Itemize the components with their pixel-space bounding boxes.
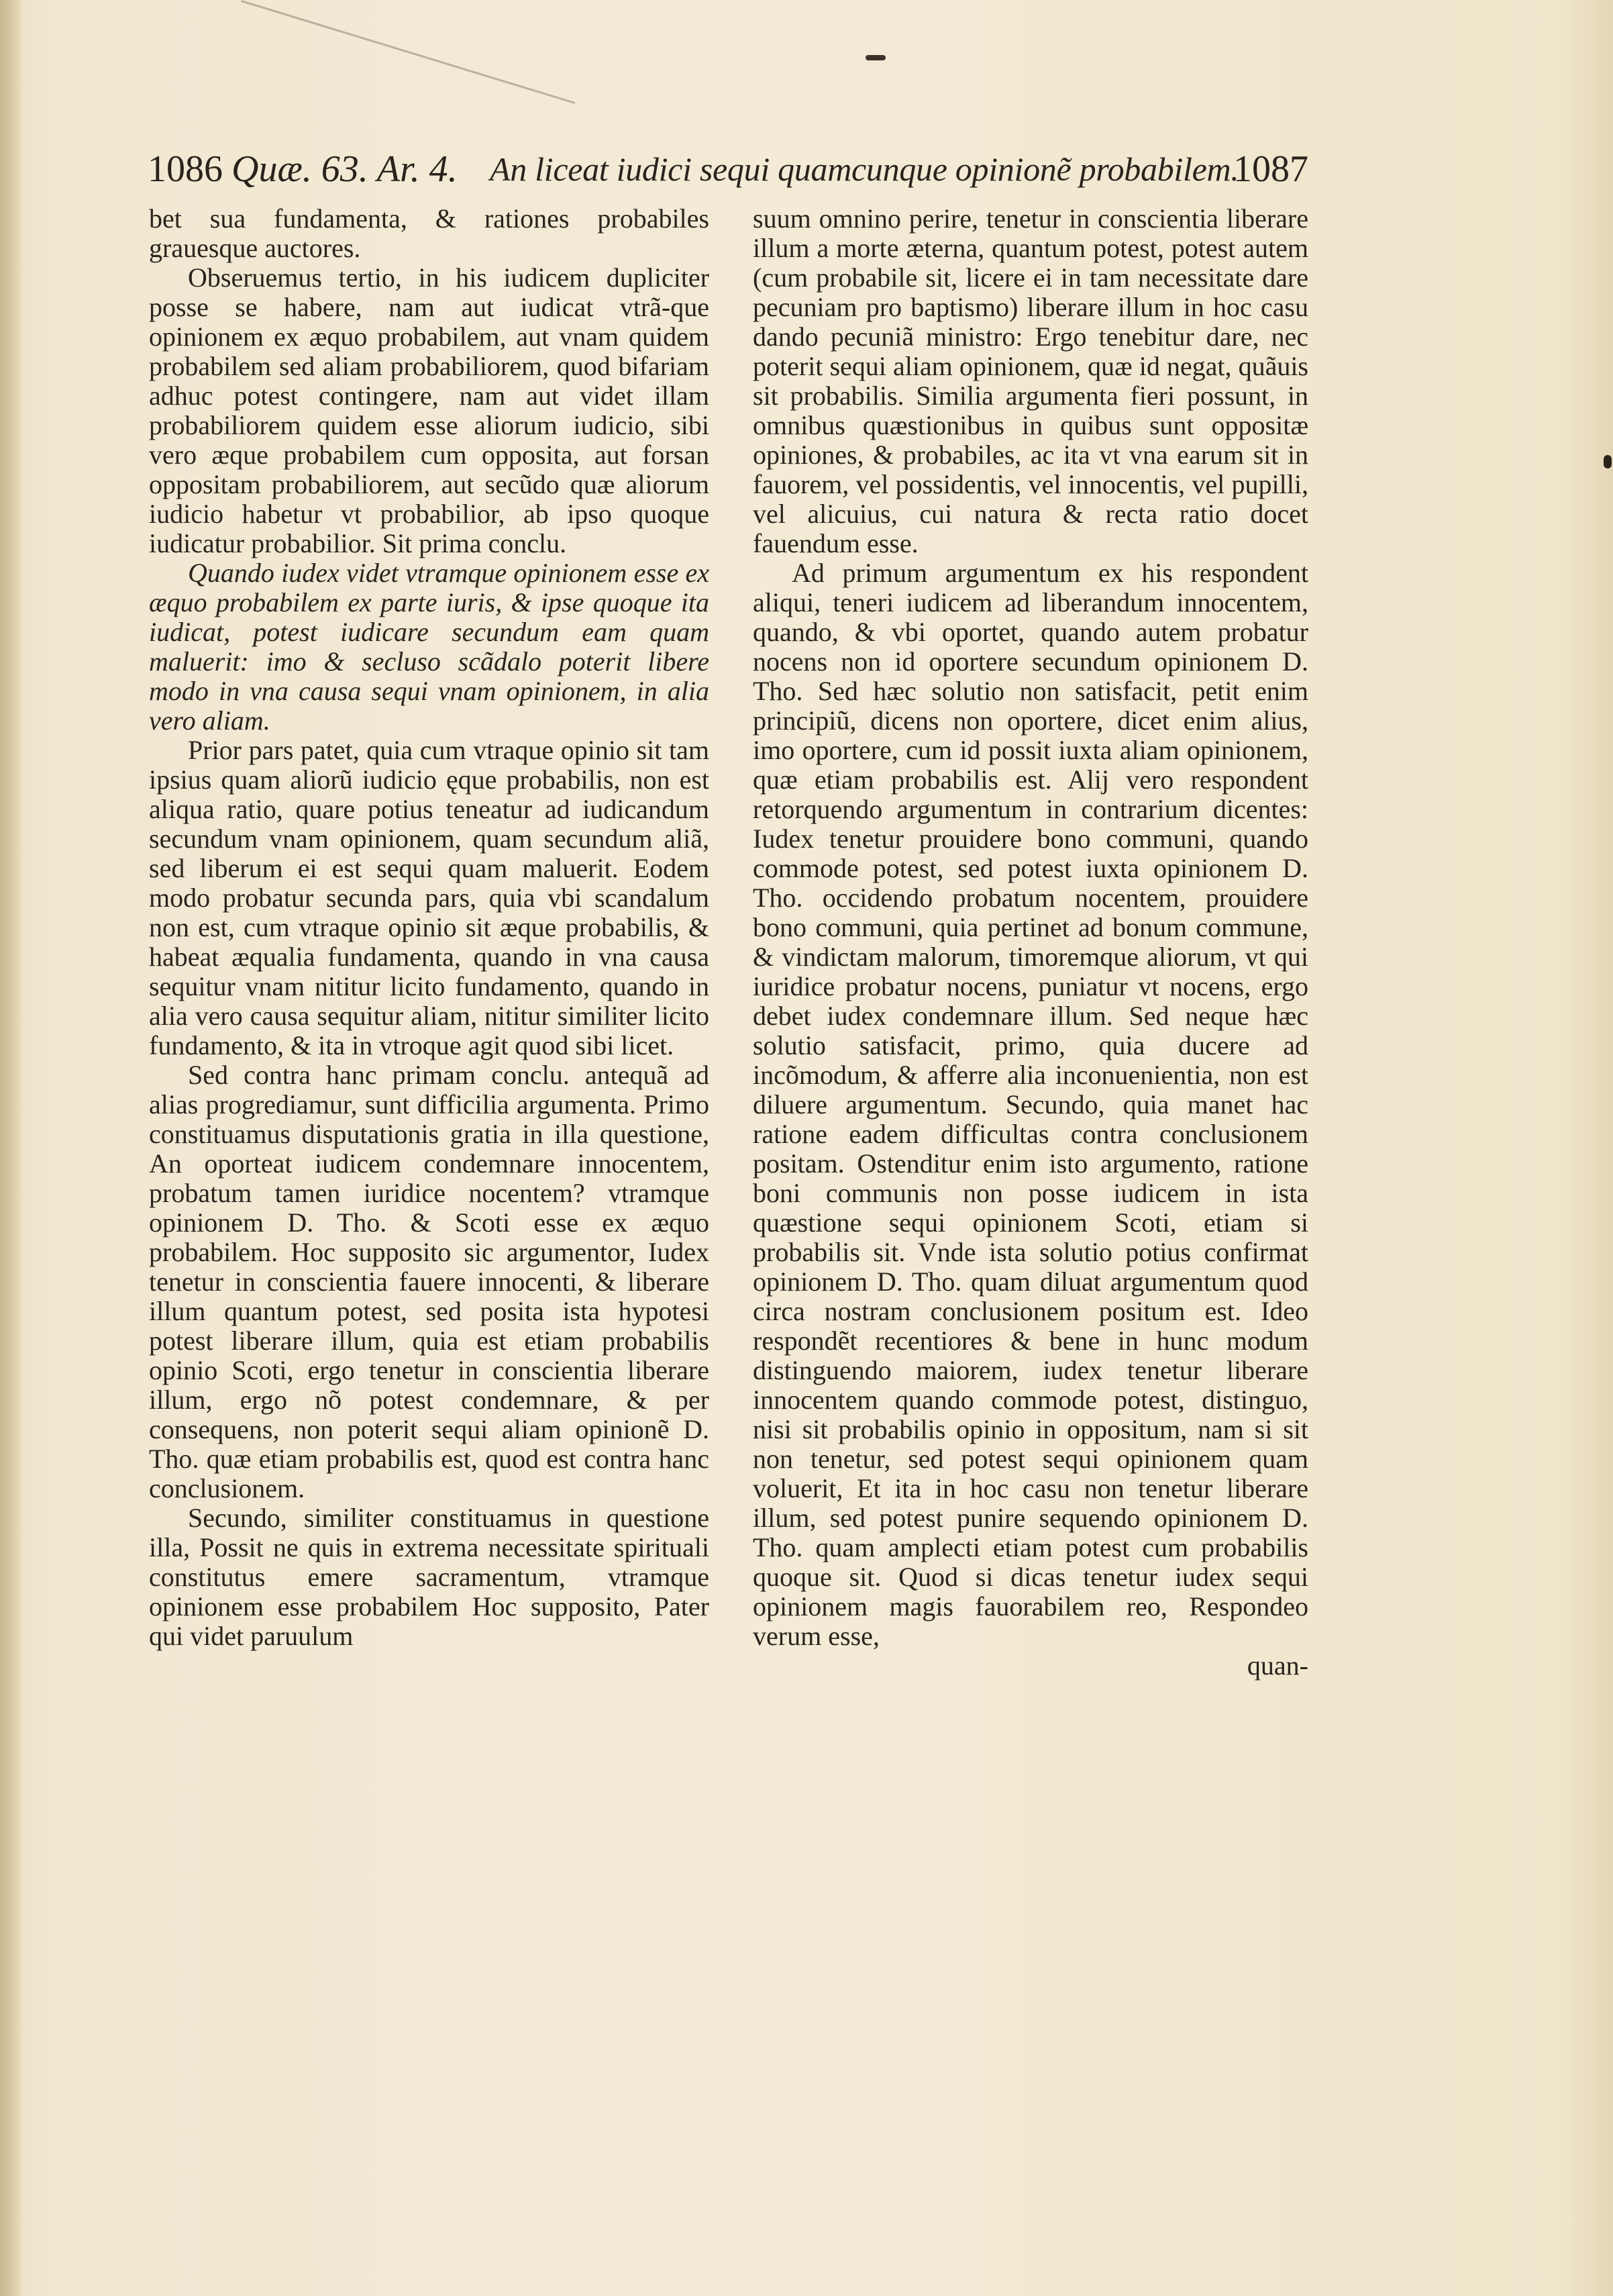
left-margin-bleed-through <box>0 81 23 2094</box>
body-paragraph: Sed contra hanc primam conclu. antequã ad alias progrediamur, sunt difficilia argumenta. Primo constituamus disputationis gratia in illa questione, An oporteat iudicem condemnare innocentem, probatum tamen iuridice nocentem? vtramque opinionem D. Tho. & Scoti esse ex æquo probabilem. Hoc supposito sic argumentor, Iudex tenetur in conscientia fauere innocenti, & liberare illum quantum potest, sed posita ista hypotesi potest liberare illum, quia est etiam probabilis opinio Scoti, ergo tenetur in conscientia liberare illum, ergo nõ potest condemnare, & per consequens, non poterit sequi aliam opinionẽ D. Tho. quæ etiam probabilis est, quod est contra hanc conclusionem. <box>149 1060 709 1503</box>
left-text-column <box>149 204 709 1651</box>
page-number-left: 1086 <box>148 148 223 190</box>
body-paragraph: Ad primum argumentum ex his respondent aliqui, teneri iudicem ad liberandum innocentem, quando, & vbi oportet, quando autem probatur nocens non id oportere secundum opinionem D. Tho. Sed hæc solutio non satisfacit, petit enim principiũ, dicens non oportere, dicet enim alius, imo oportere, cum id possit iuxta aliam opinionem, quæ etiam probabilis est. Alij vero respondent retorquendo argumentum in contrarium dicentes: Iudex tenetur prouidere bono communi, quando commode potest, sed potest iuxta opinionem D. Tho. occidendo probatum nocentem, prouidere bono communi, quia pertinet ad bonum commune, & vindictam malorum, timoremque aliorum, vt qui iuridice probatur nocens, puniatur vt nocens, ergo debet iudex condemnare illum. Sed neque hæc solutio satisfacit, primo, quia ducere ad incõmodum, & afferre alia inconuenientia, non est diluere argumentum. Secundo, quia manet hac ratione eadem difficultas contra conclusionem positam. Ostenditur enim isto argumento, ratione boni communis non posse iudicem in ista quæstione sequi opinionem Scoti, etiam si probabilis sit. Vnde ista solutio potius confirmat opinionem D. Tho. quam diluat argumentum quod circa nostram conclusionem positum est. Ideo respondẽt recentiores & bene in hunc modum distinguendo maiorem, iudex tenetur liberare innocentem quando commode potest, distinguo, nisi sit probabilis opinio in oppositum, nam si sit non tenetur, sed potest sequi opinionem quam voluerit, Et ita in hoc casu non tenetur liberare illum, sed potest punire sequendo opinionem D. Tho. quam amplecti etiam potest cum probabilis quoque sit. Quod si dicas tenetur iudex sequi opinionem magis fauorabilem reo, Respondeo verum esse, <box>753 558 1308 1651</box>
body-paragraph: Obseruemus tertio, in his iudicem dupliciter posse se habere, nam aut iudicat vtrã-que opinionem ex æquo probabilem, aut vnam quidem probabilem sed aliam probabiliorem, quod bifariam adhuc potest contingere, nam aut videt illam probabiliorem quidem esse aliorum iudicio, sibi vero æque probabilem cum opposita, aut forsan oppositam probabiliorem, aut secũdo quæ aliorum iudicio habetur vt probabilior, ab ipso quoque iudicatur probabilior. Sit prima conclu. <box>149 262 709 558</box>
edge-ink-dot <box>1604 455 1612 468</box>
running-header <box>148 142 1308 196</box>
conclusion-italic-paragraph: Quando iudex videt vtramque opinionem esse ex æquo probabilem ex parte iuris, & ipse quoque ita iudicat, potest iudicare secundum eam quam maluerit: imo & secluso scãdalo poterit libere modo in vna causa sequi vnam opinionem, in alia vero aliam. <box>149 558 709 736</box>
body-paragraph: suum omnino perire, tenetur in conscientia liberare illum a morte æterna, quantum potest, potest autem (cum probabile sit, licere ei in tam necessitate dare pecuniam pro baptismo) liberare illum in hoc casu dando pecuniã ministro: Ergo tenebitur dare, nec poterit sequi aliam opinionem, quæ id negat, quãuis sit probabilis. Similia argumenta fieri possunt, in omnibus quæstionibus in quibus sunt oppositæ opiniones, & probabiles, ac ita vt vna earum sit in fauorem, vel possidentis, vel innocentis, vel pupilli, vel alicuius, cui natura & recta ratio docet fauendum esse. <box>753 203 1308 558</box>
page-fold-crease <box>241 0 575 104</box>
right-text-column <box>753 204 1308 1681</box>
body-paragraph: Secundo, similiter constituamus in questione illa, Possit ne quis in extrema necessitate spirituali constitutus emere sacramentum, vtramque opinionem esse probabilem Hoc supposito, Pater qui videt paruulum <box>149 1503 709 1651</box>
body-paragraph: bet sua fundamenta, & rationes probabiles grauesque auctores. <box>149 203 709 263</box>
catchword: quan- <box>1247 1650 1308 1681</box>
body-paragraph: Prior pars patet, quia cum vtraque opinio sit tam ipsius quam aliorũ iudicio ęque probabilis, non est aliqua ratio, quare potius teneatur ad iudicandum secundum vnam opinionem, quam secundum aliã, sed liberum ei est sequi quam maluerit. Eodem modo probatur secunda pars, quia vbi scandalum non est, cum vtraque opinio sit æque probabilis, & habeat æqualia fundamenta, quando in vna causa sequitur vnam nititur licito fundamento, quando in alia vero causa sequitur aliam, nititur similiter licito fundamento, & ita in vtroque agit quod sibi licet. <box>149 735 709 1060</box>
ink-blot-mark <box>866 55 886 60</box>
page-number-right: 1087 <box>1233 148 1308 190</box>
running-title: An liceat iudici sequi quamcunque opinionẽ probabilem. <box>490 150 1239 188</box>
section-reference: Quæ. 63. Ar. 4. <box>231 148 458 190</box>
